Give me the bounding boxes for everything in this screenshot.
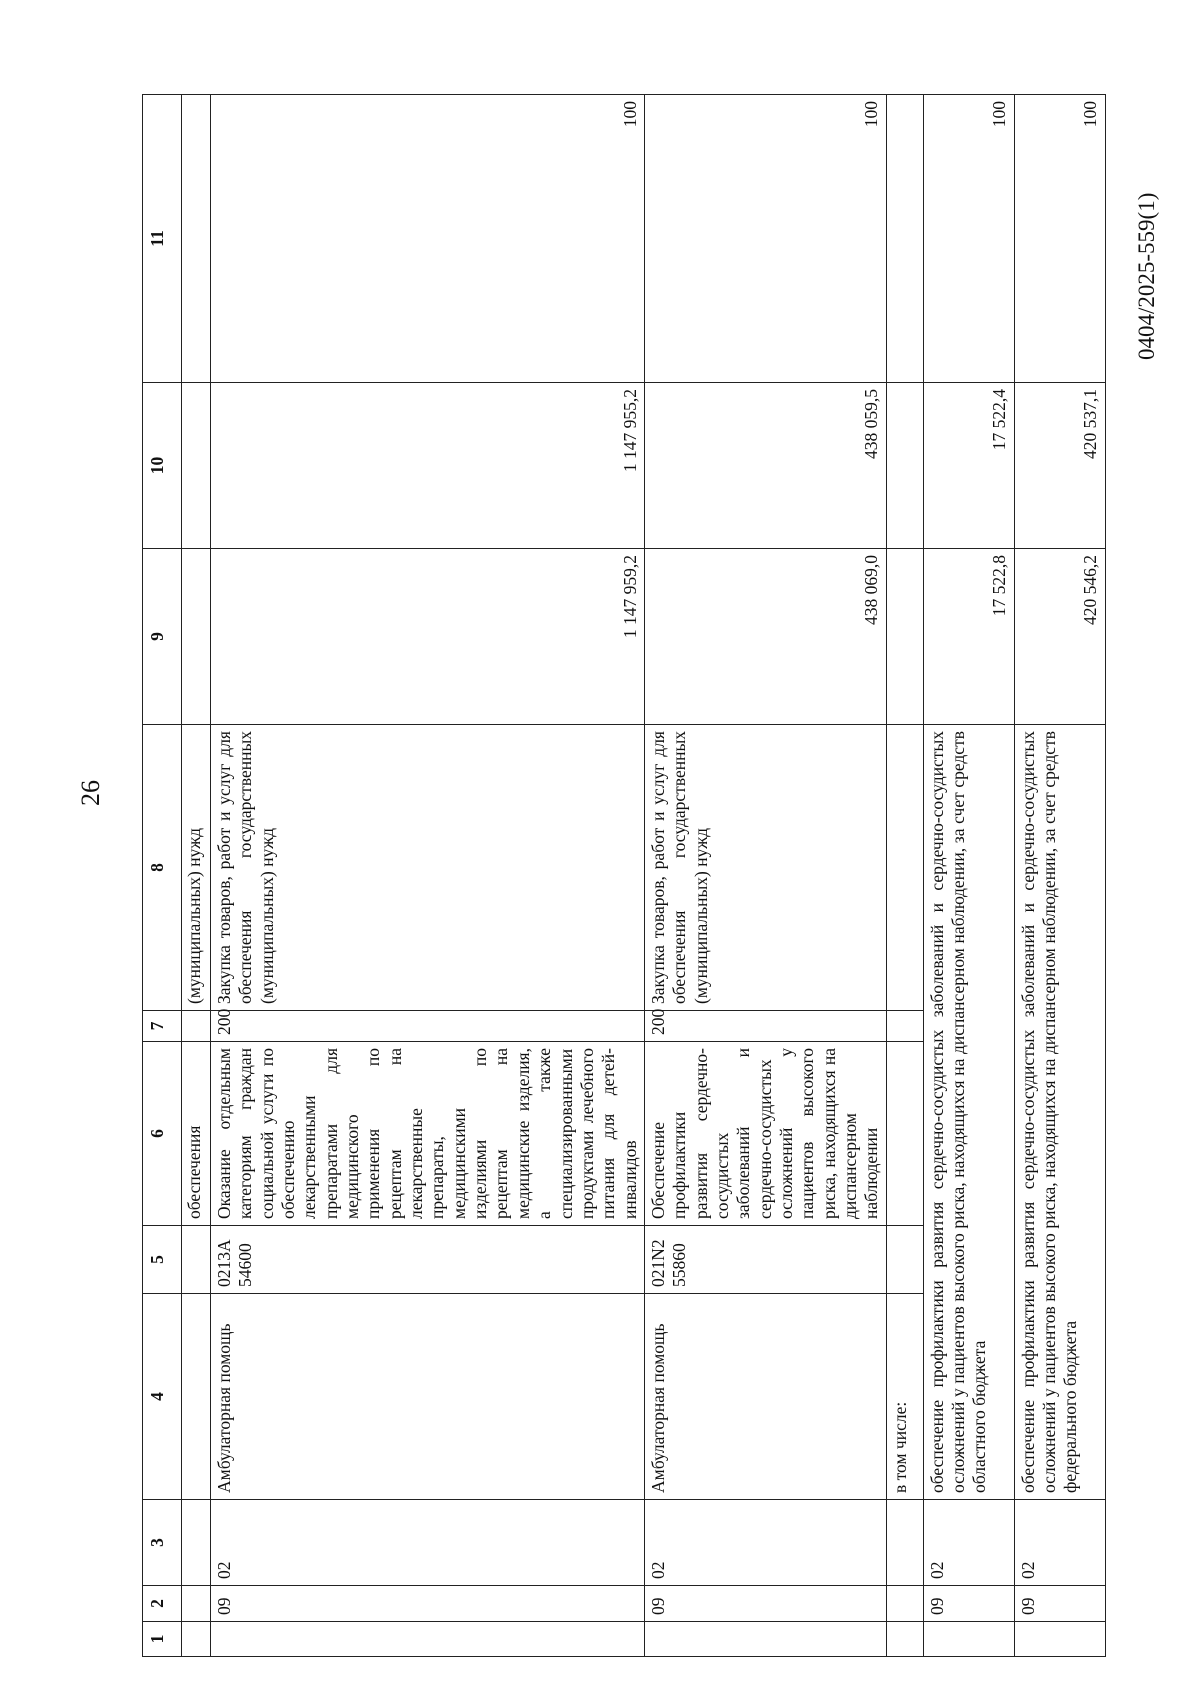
cell-planned: 438 069,0 [644,549,886,725]
cell-actual: 438 059,5 [644,383,886,549]
cell-name: Амбулаторная помощь [211,1294,645,1500]
cell-section: 09 [923,1586,1014,1622]
cell-actual: 17 522,4 [923,383,1014,549]
cell [182,549,211,725]
table-row-continuation [182,95,211,1657]
cell-actual: 1 147 955,2 [211,383,645,549]
cell-merged-description: обеспечение профилактики развития сердечно-сосудистых заболеваний и сердечно-сосудистых осложнений у пациентов высокого риска, находящихся на диспансерном наблюдении, за счет средств областного бюджета [923,725,1014,1500]
cell-expense-type: Закупка товаров, работ и услуг для обеспечения государственных (муниципальных) нужд [644,725,886,1011]
cell [182,1294,211,1500]
cell-including-label: в том числе: [886,1294,923,1500]
cell [886,383,923,549]
cell [1014,1622,1105,1657]
cell-section: 09 [644,1586,886,1622]
header-col-6: 6 [143,1042,182,1226]
cell [211,1622,645,1657]
cell [182,1226,211,1294]
header-col-10: 10 [143,383,182,549]
cell-expense-type: Закупка товаров, работ и услуг для обеспечения государственных (муниципальных) нужд [211,725,645,1011]
cell-percent: 100 [1014,95,1105,383]
cell-target-code: 021N2 55860 [644,1226,886,1294]
cell-description: Обеспечение профилактики развития сердечно-сосудистых заболеваний и сердечно-сосудистых осложнений у пациентов высокого риска, находящихся на диспансерном наблюдении [644,1042,886,1226]
cell [923,1622,1014,1657]
cell-section: 09 [1014,1586,1105,1622]
table-row [923,95,1014,1657]
cell [644,1622,886,1657]
cell-section: 09 [211,1586,645,1622]
cell-planned: 420 546,2 [1014,549,1105,725]
budget-table-container [142,95,1200,1657]
cell [182,383,211,549]
cell [886,95,923,383]
cell-description: Оказание отдельным категориям граждан социальной услуги по обеспечению лекарственными препаратами для медицинского применения по рецептам на лекарственные препараты, медицинскими изделиями по рецептам на медицинские изделия, а также специализированными продуктами лечебного питания для детей-инвалидов [211,1042,645,1226]
cell-target-code: 0213А 54600 [211,1226,645,1294]
table-row [1014,95,1105,1657]
cell-name: Амбулаторная помощь [644,1294,886,1500]
header-col-1: 1 [143,1622,182,1657]
cell-merged-description: обеспечение профилактики развития сердечно-сосудистых заболеваний и сердечно-сосудистых осложнений у пациентов высокого риска, находящихся на диспансерном наблюдении, за счет средств федерального бюджета [1014,725,1105,1500]
cell [182,95,211,383]
cell [182,1622,211,1657]
header-col-11: 11 [143,95,182,383]
cell [886,1622,923,1657]
cell [886,725,923,1011]
document-registration-code: 0404/2025-559(1) [1134,192,1159,360]
header-col-5: 5 [143,1226,182,1294]
cell [886,549,923,725]
cell-description: обеспечения [182,1042,211,1226]
cell-expense-code: 200 [211,1011,645,1042]
cell-percent: 100 [211,95,645,383]
cell-subsection: 02 [644,1500,886,1586]
budget-table [142,94,1106,1657]
header-col-3: 3 [143,1500,182,1586]
header-col-2: 2 [143,1586,182,1622]
cell-subsection: 02 [1014,1500,1105,1586]
header-row [143,95,182,1657]
cell-expense-type: (муниципальных) нужд [182,725,211,1011]
cell-percent: 100 [923,95,1014,383]
header-col-4: 4 [143,1294,182,1500]
header-col-8: 8 [143,725,182,1011]
cell-actual: 420 537,1 [1014,383,1105,549]
page-number: 26 [76,780,105,806]
cell [182,1500,211,1586]
cell-subsection: 02 [211,1500,645,1586]
cell [886,1042,923,1226]
cell [886,1011,923,1042]
header-col-9: 9 [143,549,182,725]
table-row [644,95,886,1657]
cell [886,1586,923,1622]
cell [182,1011,211,1042]
header-col-7: 7 [143,1011,182,1042]
cell-planned: 17 522,8 [923,549,1014,725]
cell [886,1500,923,1586]
cell-percent: 100 [644,95,886,383]
table-row-subheader [886,95,923,1657]
cell [886,1226,923,1294]
cell-expense-code: 200 [644,1011,886,1042]
cell-planned: 1 147 959,2 [211,549,645,725]
cell [182,1586,211,1622]
table-row [211,95,645,1657]
cell-subsection: 02 [923,1500,1014,1586]
